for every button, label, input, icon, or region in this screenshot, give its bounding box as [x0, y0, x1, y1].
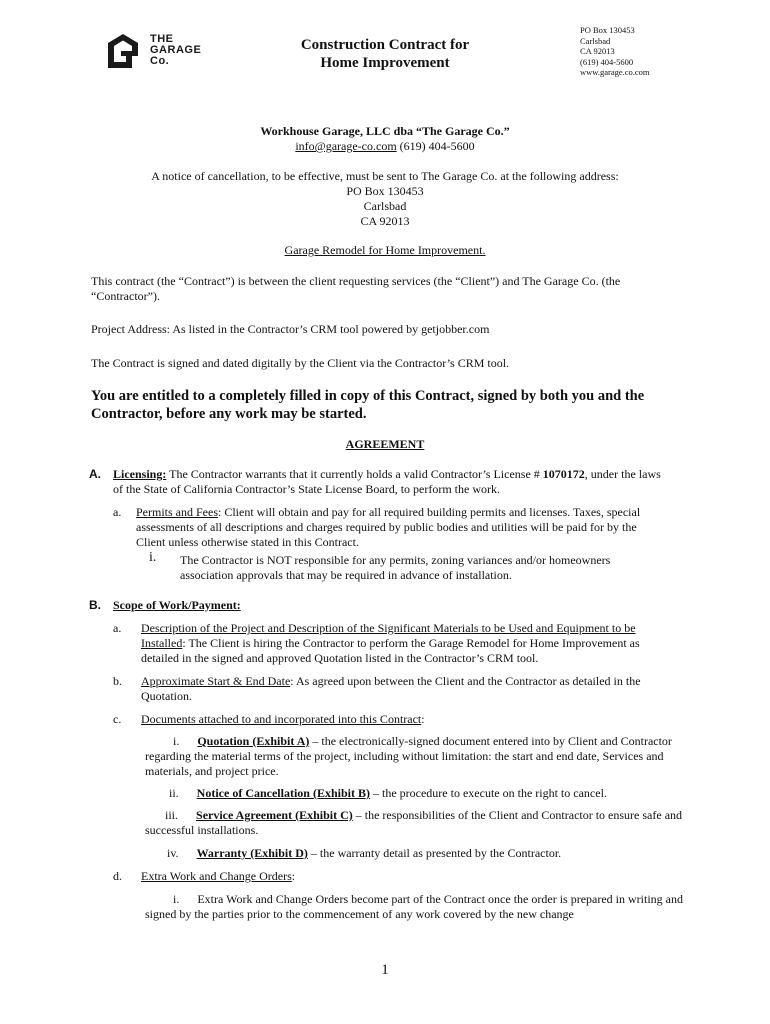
section-b-title-wrap	[113, 598, 241, 613]
cancellation-notice: A notice of cancellation, to be effective, must be sent to The Garage Co. at the following address:	[151, 169, 619, 183]
extra-work-item: i. Extra Work and Change Orders become part of the Contract once the order is prepared in writing and signed by the parties prior to the commencement of any work covered by the new change	[145, 892, 683, 921]
agreement-heading-wrap	[0, 437, 770, 452]
contract-parties-paragraph: This contract (the “Contract”) is between the client requesting services (the “Client”) and The Garage Co. (the “Contractor”).	[91, 274, 621, 303]
project-address-paragraph: Project Address: As listed in the Contractor’s CRM tool powered by getjobber.com	[91, 322, 490, 336]
section-b-title: Scope of Work/Payment:	[113, 598, 241, 612]
project-title-wrap	[0, 243, 770, 258]
section-b-item-a-label: a.	[113, 621, 122, 635]
company-phone: (619) 404-5600	[396, 139, 475, 153]
section-a-item-a-label: a.	[113, 505, 122, 519]
company-name: Workhouse Garage, LLC dba “The Garage Co.”	[260, 124, 510, 138]
notice-address-line: PO Box 130453	[346, 184, 424, 198]
section-a-licensing: Licensing: The Contractor warrants that it currently holds a valid Contractor’s License # 1070172, under the laws of the State of California Contractor’s State License Board, to perform the work.	[113, 467, 661, 496]
company-contact	[0, 139, 770, 154]
garage-logo-icon	[106, 32, 140, 70]
section-a-permits: Permits and Fees: Client will obtain and pay for all required building permits and licenses. Taxes, special assessments of all descriptions and charges required by public bodies and utilities will be paid for by the Client unless otherwise stated in this Contract.	[136, 505, 641, 549]
logo-wordmark: THE GARAGE Co.	[150, 33, 202, 67]
exhibit-a-item: i. Quotation (Exhibit A) – the electronically-signed document entered into by Client and Contractor regarding the material terms of the project, including without limitation: the start and end date, Services and materials, and project price.	[145, 734, 672, 778]
section-b-letter: B.	[89, 598, 101, 612]
agreement-heading: AGREEMENT	[345, 437, 425, 451]
notice-address-line: Carlsbad	[363, 199, 407, 213]
section-a-responsibility: The Contractor is NOT responsible for any permits, zoning variances and/or homeowners association approvals that may be required in advance of installation.	[180, 553, 611, 582]
section-b-item-d-label: d.	[113, 869, 122, 883]
section-b-documents: Documents attached to and incorporated into this Contract:	[141, 712, 425, 726]
header-address: PO Box 130453 Carlsbad CA 92013 (619) 404-5600 www.garage.co.com	[580, 25, 650, 77]
entitled-notice: You are entitled to a completely filled in copy of this Contract, signed by both you and the Contractor, before any work may be started.	[91, 388, 645, 422]
project-title: Garage Remodel for Home Improvement.	[284, 243, 486, 257]
page-number: 1	[381, 962, 389, 978]
section-b-extra-work: Extra Work and Change Orders:	[141, 869, 296, 883]
exhibit-a-title: Quotation (Exhibit A)	[197, 734, 310, 748]
signed-paragraph: The Contract is signed and dated digitally by the Client via the Contractor’s CRM tool.	[91, 356, 510, 370]
section-a-letter: A.	[89, 467, 101, 481]
section-a-item-i-label: i.	[149, 550, 157, 565]
section-b-project-description: Description of the Project and Description of the Significant Materials to be Used and Equipment to be Installed: The Client is hiring the Contractor to perform the Garage Remodel for Home Improvement as detailed in the signed and approved Quotation listed in the Contractor’s CRM tool.	[141, 621, 640, 665]
section-b-item-c-label: c.	[113, 712, 122, 726]
exhibit-d-title: Warranty (Exhibit D)	[196, 846, 308, 860]
exhibit-c-title: Service Agreement (Exhibit C)	[196, 808, 353, 822]
section-b-item-b-label: b.	[113, 674, 122, 688]
document-title: Construction Contract for Home Improvement	[300, 37, 470, 71]
exhibit-b-item: ii. Notice of Cancellation (Exhibit B) – the procedure to execute on the right to cancel.	[169, 786, 607, 800]
section-b-start-end: Approximate Start & End Date: As agreed upon between the Client and the Contractor as detailed in the Quotation.	[141, 674, 641, 703]
exhibit-d-item: iv. Warranty (Exhibit D) – the warranty detail as presented by the Contractor.	[167, 846, 562, 860]
exhibit-c-item: iii. Service Agreement (Exhibit C) – the responsibilities of the Client and Contractor to ensure safe and successful installations.	[145, 808, 683, 837]
company-email-link[interactable]: info@garage-co.com	[295, 139, 397, 153]
exhibit-b-title: Notice of Cancellation (Exhibit B)	[196, 786, 370, 800]
company-logo	[106, 32, 216, 72]
notice-address-line: CA 92013	[360, 214, 410, 228]
license-number: 1070172	[542, 467, 585, 481]
